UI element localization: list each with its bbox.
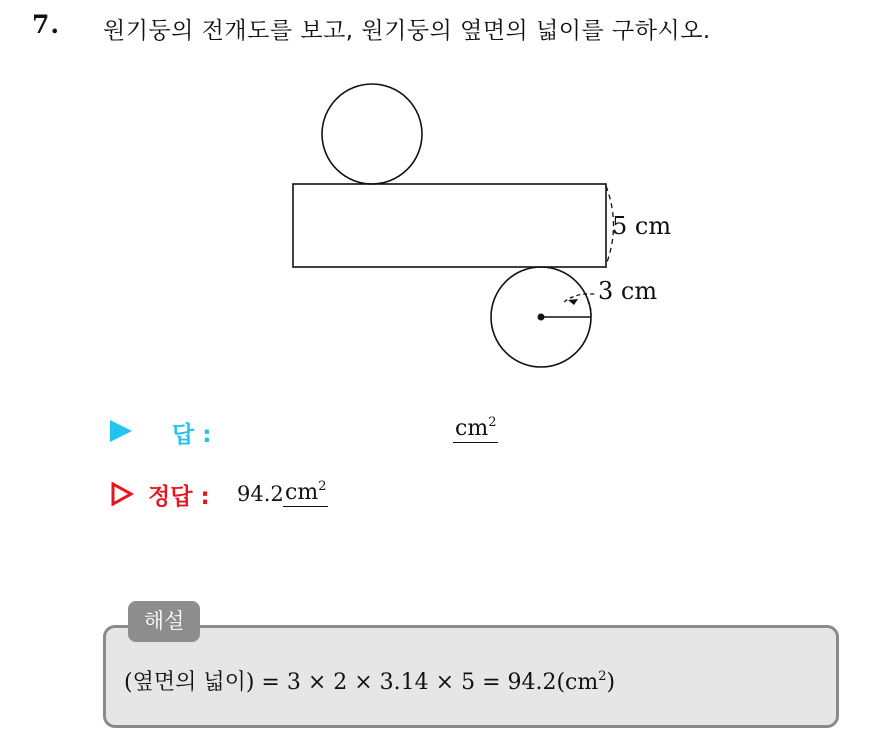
question-number: 7. [32, 10, 61, 39]
correct-answer-value: 94.2 [237, 482, 284, 506]
correct-unit-exponent: 2 [318, 479, 327, 494]
top-circle [322, 84, 422, 184]
explanation-exponent: 2 [598, 669, 607, 684]
side-rectangle [293, 184, 606, 267]
answer-unit-exponent: 2 [488, 415, 497, 430]
explanation-body: (옆면의 넓이) = 3 × 2 × 3.14 × 5 = 94.2(cm [124, 670, 599, 695]
explanation-close: ) [606, 670, 616, 695]
question-text: 원기둥의 전개도를 보고, 원기둥의 옆면의 넓이를 구하시오. [103, 18, 711, 44]
arrow-head [568, 299, 578, 305]
answer-label: 답 : [172, 422, 212, 448]
height-label: 5 cm [612, 212, 672, 240]
explanation-text [124, 665, 615, 696]
correct-answer-label: 정답 : [148, 484, 210, 510]
answer-unit [453, 416, 498, 443]
explanation-tag: 해설 [128, 601, 200, 642]
answer-unit-text: cm [455, 416, 489, 441]
correct-unit-text: cm [285, 480, 319, 505]
outline-triangle-icon [110, 482, 134, 506]
play-triangle-icon [110, 420, 132, 442]
correct-answer-unit [283, 480, 328, 507]
radius-label: 3 cm [598, 277, 658, 305]
